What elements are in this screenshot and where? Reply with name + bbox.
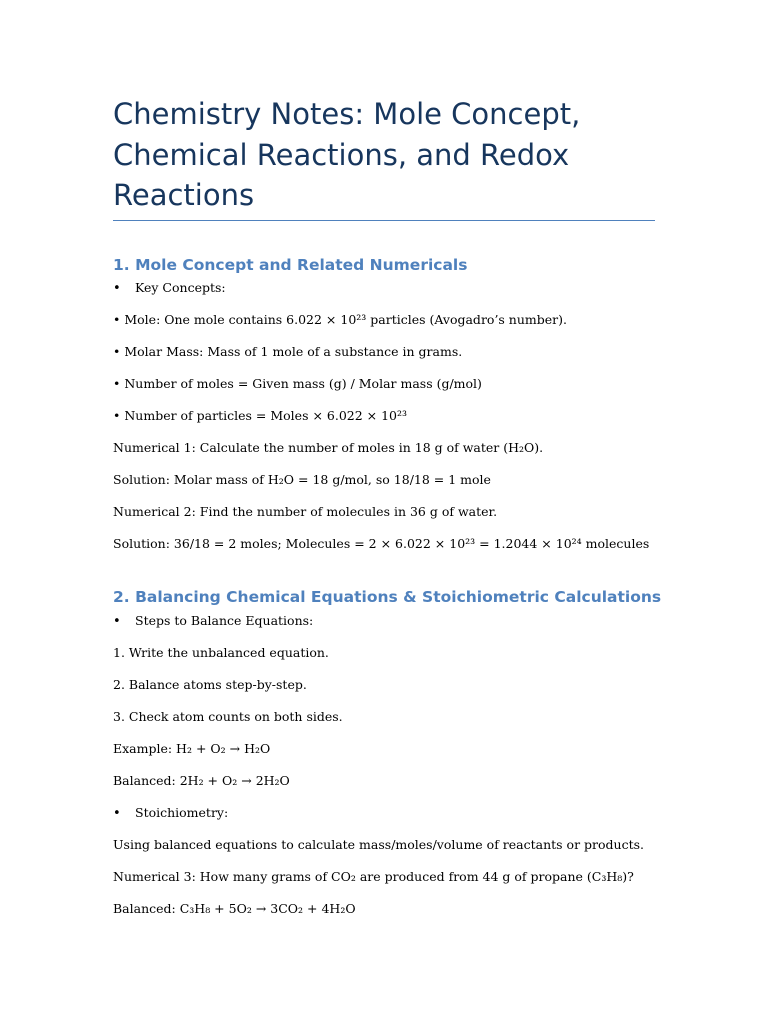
bullet-stoichiometry — [113, 805, 228, 822]
text-line-number-of-particles: • Number of particles = Moles × 6.022 × 10²³ — [113, 408, 408, 423]
section-2-heading: 2. Balancing Chemical Equations & Stoichiometric Calculations — [113, 588, 662, 606]
text-line-solution-2: Solution: 36/18 = 2 moles; Molecules = 2 × 6.022 × 10²³ = 1.2044 × 10²⁴ molecules — [113, 536, 650, 551]
title-underline — [113, 220, 655, 221]
text-line-balanced-propane: Balanced: C₃H₈ + 5O₂ → 3CO₂ + 4H₂O — [113, 901, 356, 916]
text-line-molar-mass: • Molar Mass: Mass of 1 mole of a substance in grams. — [113, 344, 463, 359]
text-line-step-2: 2. Balance atoms step-by-step. — [113, 677, 307, 692]
bullet-steps-to-balance — [113, 613, 313, 630]
text-line-example: Example: H₂ + O₂ → H₂O — [113, 741, 271, 756]
bullet-dot: • — [113, 281, 121, 296]
text-line-mole-definition: • Mole: One mole contains 6.022 × 10²³ particles (Avogadro’s number). — [113, 312, 567, 327]
text-line-step-3: 3. Check atom counts on both sides. — [113, 709, 343, 724]
text-line-number-of-moles: • Number of moles = Given mass (g) / Molar mass (g/mol) — [113, 376, 482, 391]
text-line-numerical-2: Numerical 2: Find the number of molecules in 36 g of water. — [113, 504, 498, 519]
text-line-numerical-3: Numerical 3: How many grams of CO₂ are produced from 44 g of propane (C₃H₈)? — [113, 869, 634, 884]
bullet-label: Key Concepts: — [135, 280, 226, 295]
bullet-label: Steps to Balance Equations: — [135, 613, 314, 628]
text-line-numerical-1: Numerical 1: Calculate the number of moles in 18 g of water (H₂O). — [113, 440, 544, 455]
text-line-step-1: 1. Write the unbalanced equation. — [113, 645, 329, 660]
bullet-label: Stoichiometry: — [135, 805, 229, 820]
text-line-balanced-example: Balanced: 2H₂ + O₂ → 2H₂O — [113, 773, 290, 788]
bullet-dot: • — [113, 806, 121, 821]
bullet-dot: • — [113, 614, 121, 629]
section-1-heading: 1. Mole Concept and Related Numericals — [113, 256, 468, 274]
document-title: Chemistry Notes: Mole Concept, Chemical Reactions, and Redox Reactions — [113, 97, 581, 212]
bullet-key-concepts — [113, 280, 226, 297]
text-line-stoichiometry-definition: Using balanced equations to calculate mass/moles/volume of reactants or products. — [113, 837, 644, 852]
text-line-solution-1: Solution: Molar mass of H₂O = 18 g/mol, so 18/18 = 1 mole — [113, 472, 491, 487]
